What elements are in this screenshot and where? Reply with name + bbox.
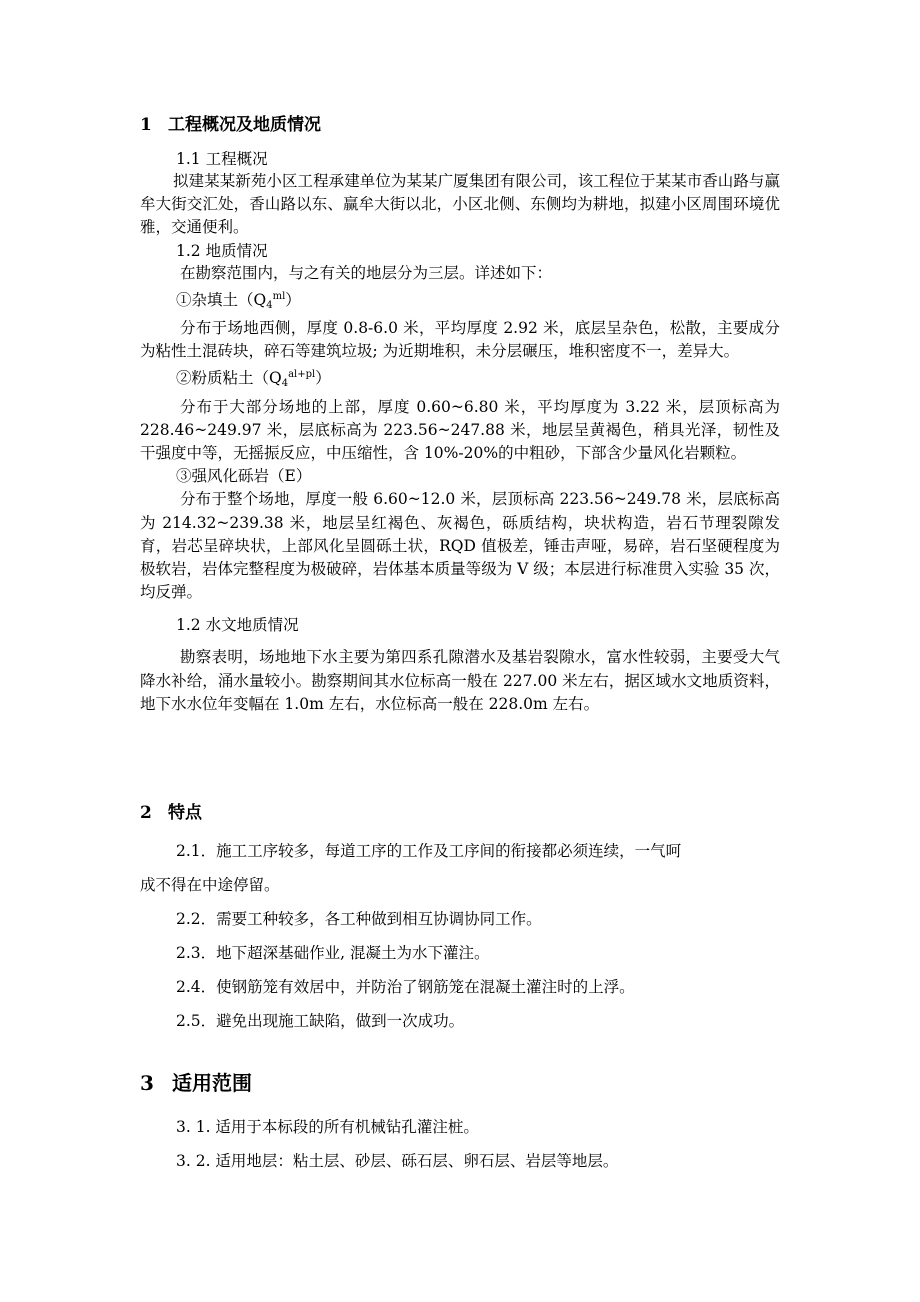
subscript: 4 xyxy=(266,299,273,311)
section-3 xyxy=(140,1070,780,1178)
section-2-heading xyxy=(140,802,780,824)
paragraph: 分布于整个场地，厚度一般 6.60~12.0 米，层顶标高 223.56~249.78 米，层底标高为 214.32~239.38 米，地层呈红褐色、灰褐色，砾质结构，块状构造，岩石节理裂隙发育，岩芯呈碎块状，上部风化呈圆砾土状，RQD 值极差，锤击声哑，易碎，岩石坚硬程度为极软岩，岩体完整程度为极破碎，岩体基本质量等级为 V 级；本层进行标准贯入实验 35 次，均反弹。 xyxy=(140,490,780,602)
section-1-heading xyxy=(140,114,780,136)
list-item: 2.2．需要工种较多，各工种做到相互协调协同工作。 xyxy=(176,910,542,928)
section-title: 工程概况及地质情况 xyxy=(168,115,321,135)
layer-label-close: ） xyxy=(315,369,331,388)
list-item: 2.4．使钢筋笼有效居中，并防治了钢筋笼在混凝土灌注时的上浮。 xyxy=(176,978,635,996)
section-3-heading xyxy=(140,1070,780,1096)
layer-label: ①杂填土（Q xyxy=(176,290,267,309)
layer-label: ②粉质粘土（Q xyxy=(176,369,282,388)
paragraph: 拟建某某新苑小区工程承建单位为某某广厦集团有限公司，该工程位于某某市香山路与赢牟大街交汇处，香山路以东、赢牟大街以北，小区北侧、东侧均为耕地，拟建小区周围环境优雅，交通便利。 xyxy=(140,172,780,237)
section-title: 适用范围 xyxy=(172,1071,252,1095)
subsection-heading: 1.2 地质情况 xyxy=(176,241,268,260)
list-item: 3. 1. 适用于本标段的所有机械钻孔灌注桩。 xyxy=(176,1118,479,1136)
section-1 xyxy=(140,114,780,716)
paragraph: 在勘察范围内，与之有关的地层分为三层。详述如下： xyxy=(180,263,553,282)
layer-label-close: ） xyxy=(285,290,301,309)
section-number: 2 xyxy=(140,803,152,823)
section-number: 1 xyxy=(140,115,152,135)
list-item: 2.5．避免出现施工缺陷，做到一次成功。 xyxy=(176,1012,465,1030)
layer-heading xyxy=(140,285,780,317)
paragraph: 分布于大部分场地的上部，厚度 0.60~6.80 米，平均厚度为 3.22 米，层顶标高为 228.46~249.97 米，层底标高为 223.56~247.88 米，地层呈黄褐色，稍具光泽，韧性及干强度中等，无摇振反应，中压缩性，含 10%-20%的中粗砂，下部含少量风化岩颗粒。 xyxy=(140,397,780,463)
section-number: 3 xyxy=(140,1071,154,1095)
section-2 xyxy=(140,802,780,1038)
subscript: 4 xyxy=(281,378,289,390)
layer-heading xyxy=(140,363,780,395)
paragraph: 勘察表明，场地地下水主要为第四系孔隙潜水及基岩裂隙水，富水性较弱，主要受大气降水补给，涌水量较小。勘察期间其水位标高一般在 227.00 米左右，据区域水文地质资料，地下水水位年变幅在 1.0m 左右，水位标高一般在 228.0m 左右。 xyxy=(140,648,780,713)
layer-heading: ③强风化砾岩（E） xyxy=(176,467,312,486)
section-title: 特点 xyxy=(168,803,202,823)
paragraph: 分布于场地西侧，厚度 0.8-6.0 米，平均厚度 2.92 米，底层呈杂色，松散，主要成分为粘性土混砖块，碎石等建筑垃圾; 为近期堆积，未分层碾压，堆积密度不一，差异大。 xyxy=(140,319,780,361)
subsection-heading: 1.1 工程概况 xyxy=(176,150,268,168)
superscript: al+pl xyxy=(288,369,316,381)
subsection-heading: 1.2 水文地质情况 xyxy=(176,616,299,635)
list-item xyxy=(140,834,780,902)
list-item-line: 成不得在中途停留。 xyxy=(140,876,280,894)
list-item: 3. 2. 适用地层：粘土层、砂层、砾石层、卵石层、岩层等地层。 xyxy=(176,1152,619,1170)
list-item-line: 2.1．施工工序较多，每道工序的工作及工序间的衔接都必须连续，一气呵 xyxy=(176,842,682,860)
superscript: ml xyxy=(272,290,286,302)
list-item: 2.3．地下超深基础作业, 混凝土为水下灌注。 xyxy=(176,944,490,962)
